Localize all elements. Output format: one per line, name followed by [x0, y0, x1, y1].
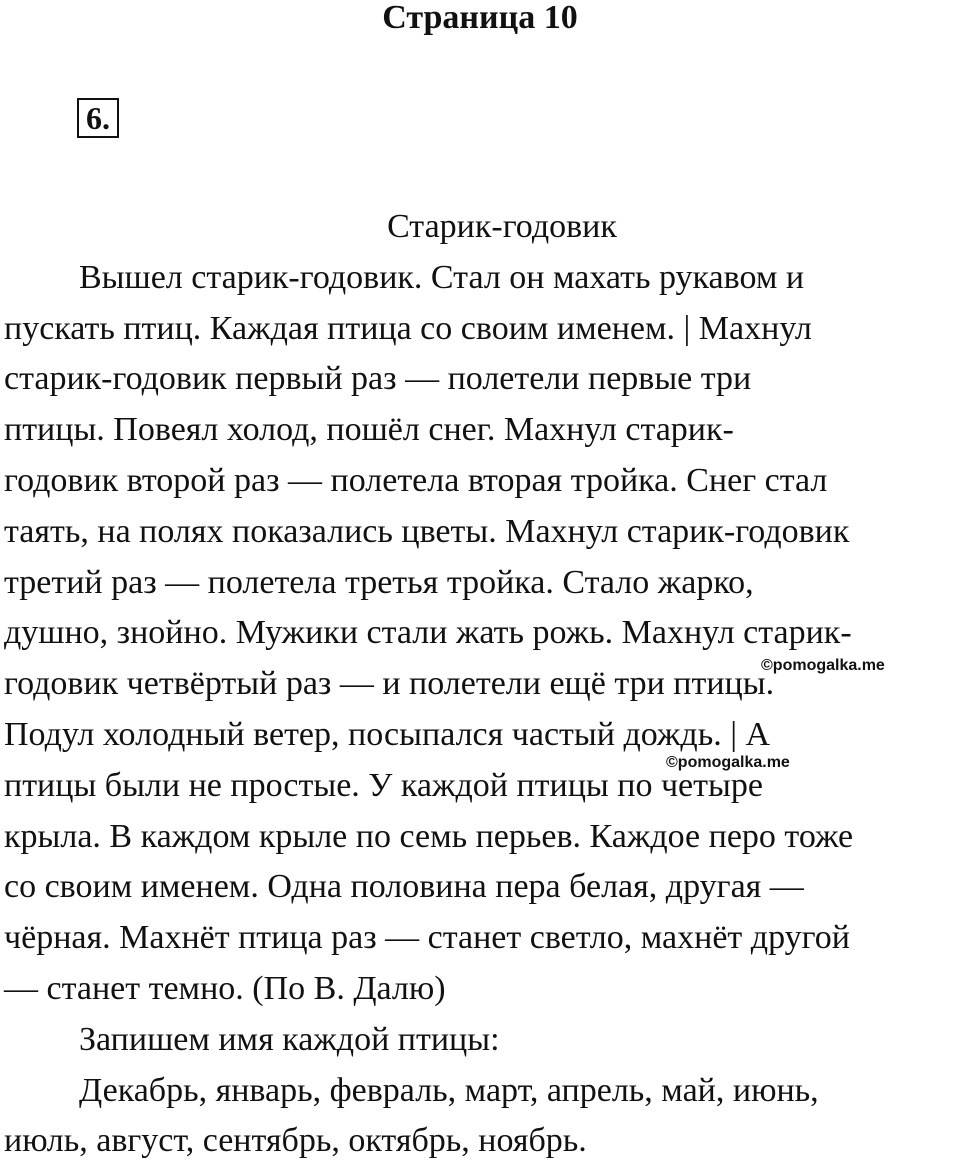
story-line: птицы. Повеял холод, пошёл снег. Махнул старик-	[4, 411, 734, 449]
story-line: старик-годовик первый раз — полетели первые три	[4, 360, 752, 398]
story-line: Подул холодный ветер, посыпался частый дождь. | А	[4, 715, 771, 753]
story-line: Вышел старик-годовик. Стал он махать рукавом и	[79, 258, 805, 296]
story-title: Старик-годовик	[387, 208, 617, 245]
story-line: таять, на полях показались цветы. Махнул старик-годовик	[4, 512, 850, 550]
story-line: третий раз — полетела третья тройка. Стало жарко,	[4, 563, 754, 601]
page-title: Страница 10	[382, 0, 578, 36]
story-line: душно, знойно. Мужики стали жать рожь. Махнул старик-	[4, 614, 852, 652]
answer-intro: Запишем имя каждой птицы:	[79, 1020, 500, 1058]
story-line: крыла. В каждом крыле по семь перьев. Каждое перо тоже	[4, 817, 854, 855]
task-number-box: 6.	[77, 98, 119, 138]
answer-line: Декабрь, январь, февраль, март, апрель, май, июнь,	[79, 1071, 819, 1109]
answer-line: июль, август, сентябрь, октябрь, ноябрь.	[4, 1122, 587, 1160]
story-line: пускать птиц. Каждая птица со своим именем. | Махнул	[4, 309, 812, 347]
watermark: ©pomogalka.me	[666, 754, 790, 771]
story-line: годовик второй раз — полетела вторая тройка. Снег стал	[4, 461, 828, 499]
story-line: годовик четвёртый раз — и полетели ещё три птицы.	[4, 665, 775, 703]
story-line: — станет темно. (По В. Далю)	[4, 969, 446, 1007]
watermark: ©pomogalka.me	[761, 657, 885, 674]
story-text-block	[4, 202, 960, 1167]
story-line: чёрная. Махнёт птица раз — станет светло, махнёт другой	[4, 919, 850, 957]
story-line: птицы были не простые. У каждой птицы по четыре	[4, 766, 763, 804]
story-line: со своим именем. Одна половина пера белая, другая —	[4, 868, 804, 906]
